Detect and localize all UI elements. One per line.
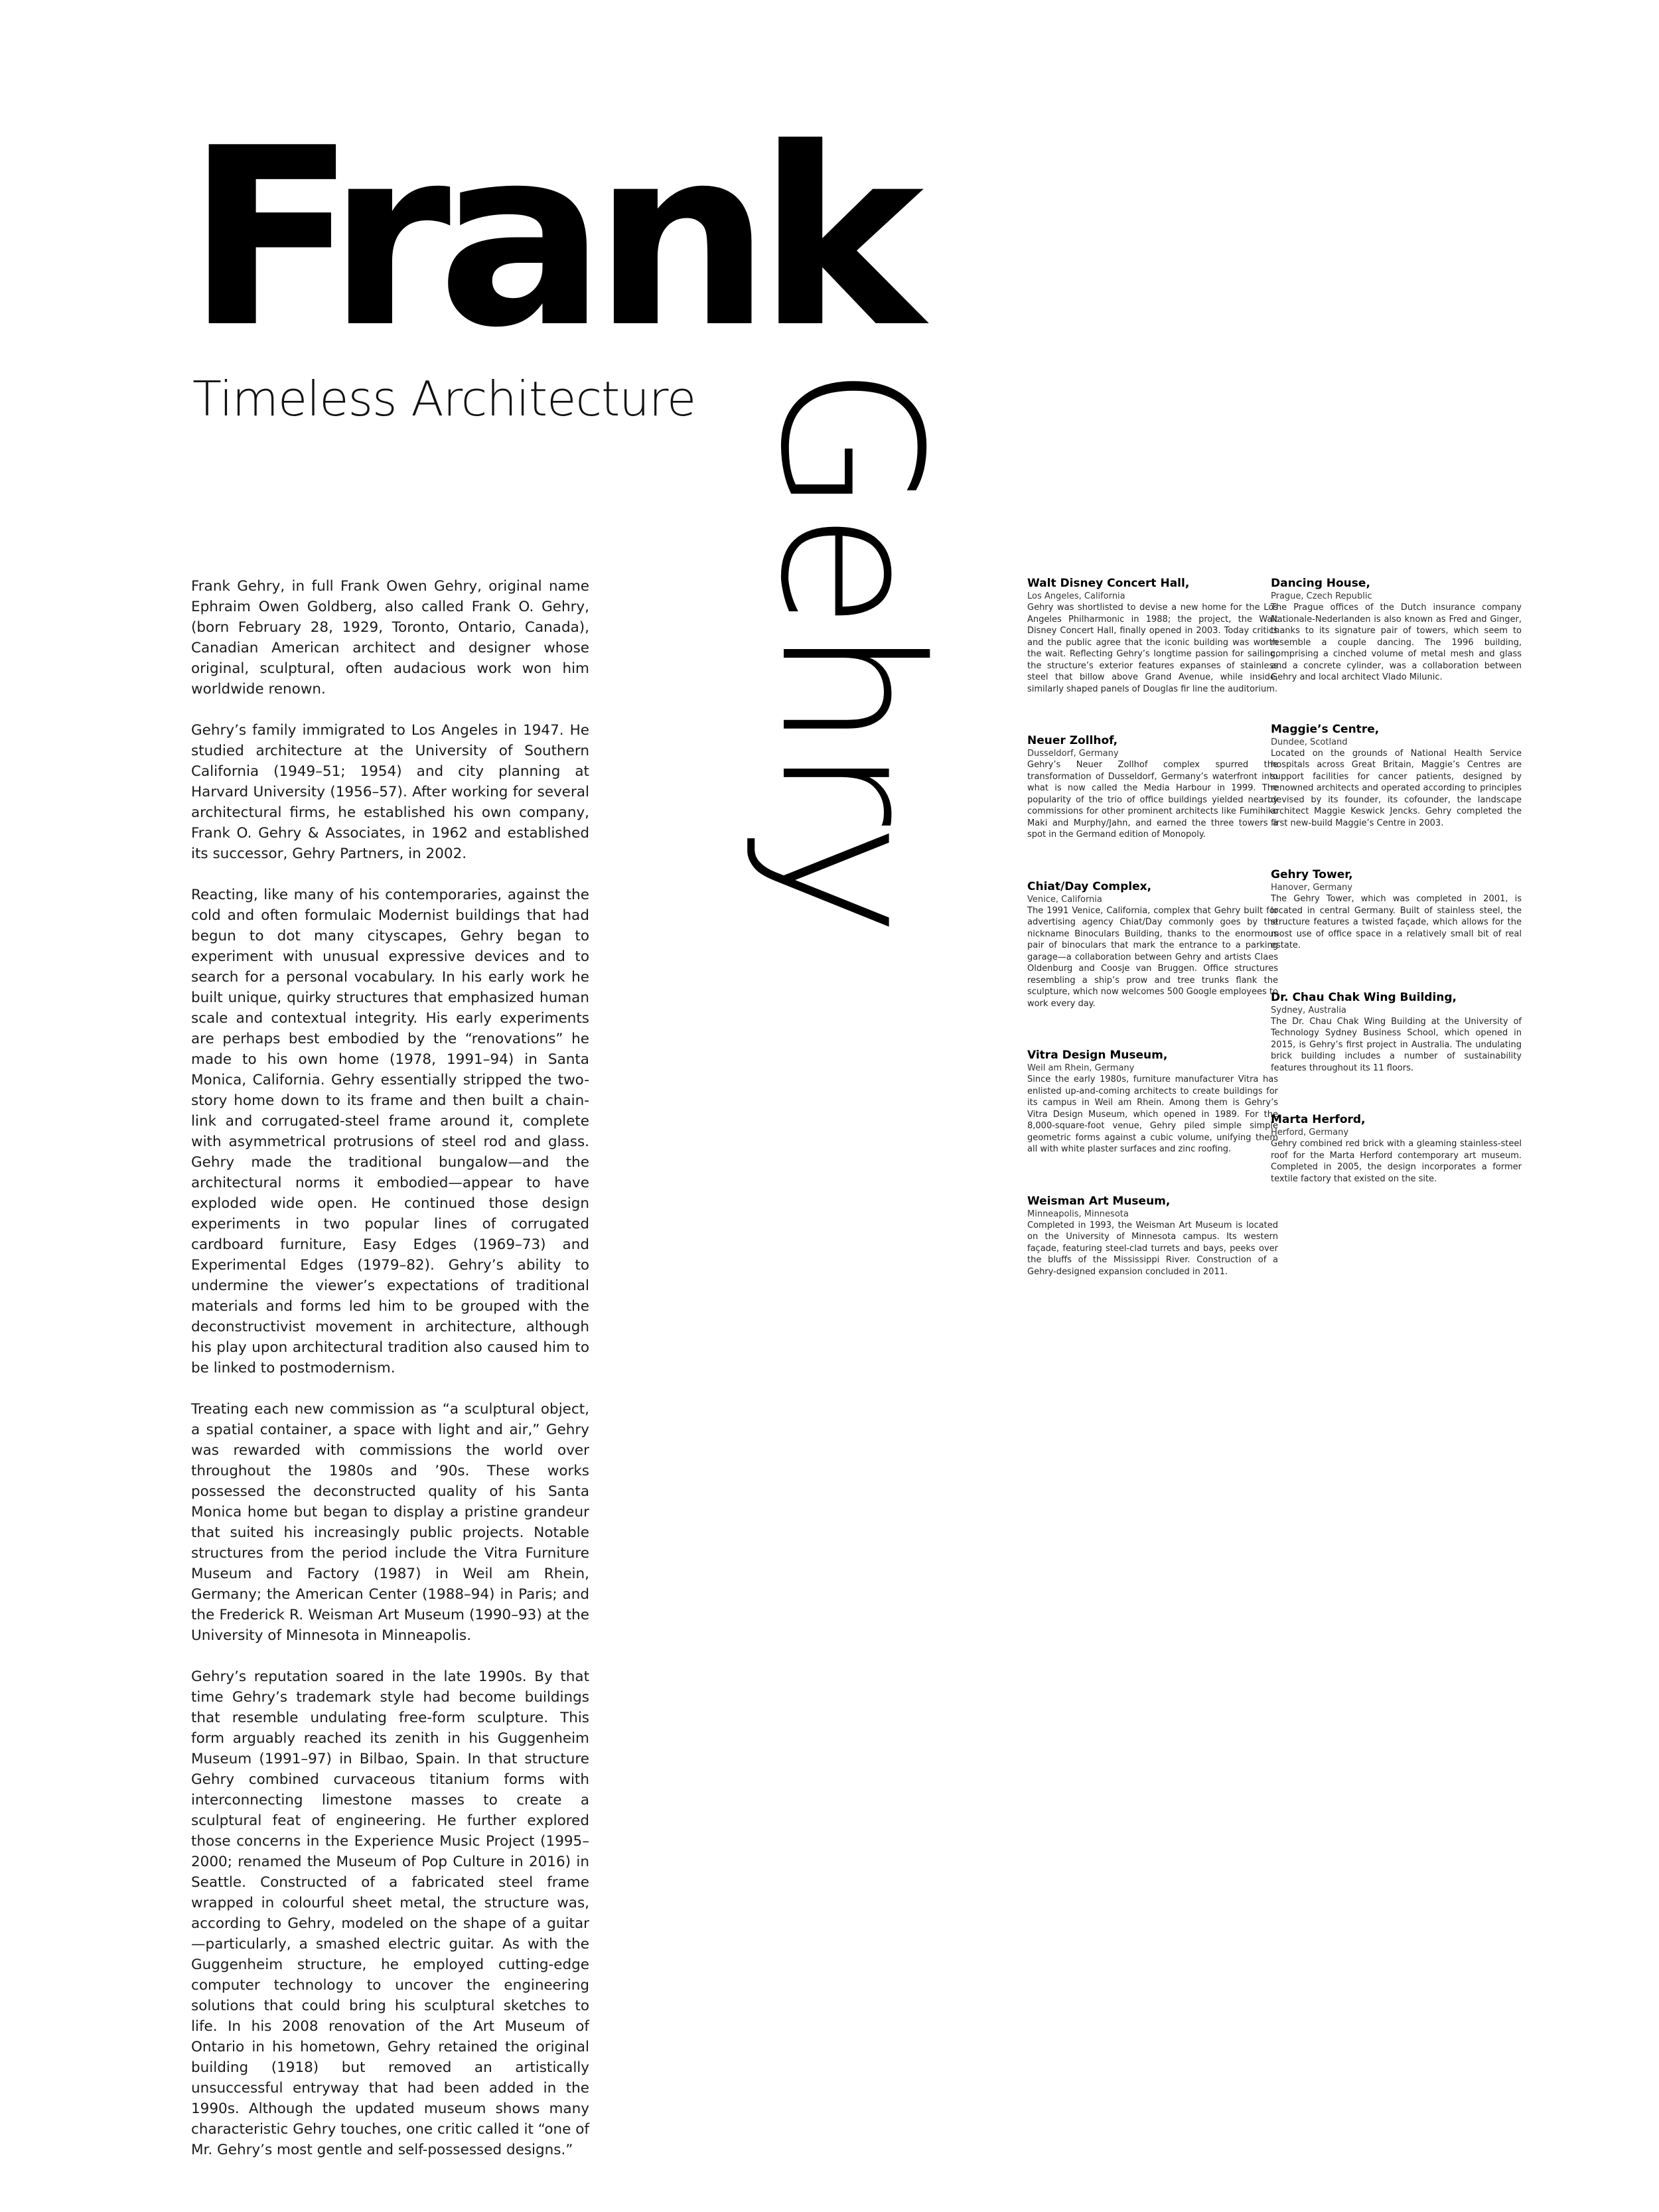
building-name: Walt Disney Concert Hall, xyxy=(1027,577,1190,590)
building-entry xyxy=(1027,576,1278,695)
building-location: Sydney, Australia xyxy=(1271,1005,1346,1015)
building-entry xyxy=(1271,867,1522,952)
building-name: Chiat/Day Complex, xyxy=(1027,879,1152,893)
subtitle: Timeless Architecture xyxy=(192,371,696,427)
building-description: Gehry was shortlisted to devise a new home for the Los Angeles Philharmonic in 1988; the project, the Walt Disney Concert Hall, finally opened in 2003. Today critics and the public agree that the iconic building was worth the wait. Reflecting Gehry’s longtime passion for sailing, the structure’s exterior features expanses of stainless steel that billow above Grand Avenue, while inside, similarly shaped panels of Douglas fir line the auditorium. xyxy=(1027,603,1278,694)
building-name: Weisman Art Museum, xyxy=(1027,1194,1171,1208)
building-entry xyxy=(1271,722,1522,830)
building-location: Dundee, Scotland xyxy=(1271,737,1348,747)
building-name: Neuer Zollhof, xyxy=(1027,734,1118,747)
title-first-name: Frank xyxy=(186,96,911,382)
building-location: Dusseldorf, Germany xyxy=(1027,749,1119,759)
building-entry xyxy=(1271,990,1522,1074)
buildings-column-right xyxy=(1271,576,1522,1223)
bio-paragraph: Treating each new commission as “a sculptural object, a spatial container, a space with light and air,” Gehry was rewarded with commissions the world over throughout the 1980s and ’90s. These works possessed the deconstructed quality of his Santa Monica home but began to display a pristine grandeur that suited his increasingly public projects. Notable structures from the period include the Vitra Furniture Museum and Factory (1987) in Weil am Rhein, Germany; the American Center (1988–94) in Paris; and the Frederick R. Weisman Art Museum (1990–93) at the University of Minnesota in Minneapolis. xyxy=(191,1401,589,1644)
biography xyxy=(191,576,589,2181)
building-description: Gehry’s Neuer Zollhof complex spurred the transformation of Dusseldorf, Germany’s waterfront into what is now called the Media Harbour in 1999. The popularity of the trio of office buildings yielded nearby commissions for other prominent architects like Fumihiko Maki and Murphy/Jahn, and earned the three towers a spot in the Germand edition of Monopoly. xyxy=(1027,760,1278,840)
building-name: Maggie’s Centre, xyxy=(1271,722,1380,736)
building-description: Gehry combined red brick with a gleaming stainless-steel roof for the Marta Herford contemporary art museum. Completed in 2005, the design incorporates a former textile factory that existed on the site. xyxy=(1271,1139,1522,1184)
building-description: The 1991 Venice, California, complex that Gehry built for advertising agency Chiat/Day commonly goes by the nickname Binoculars Building, thanks to the enormous pair of binoculars that mark the entrance to a parking garage—a collaboration between Gehry and artists Claes Oldenburg and Coosje van Bruggen. Office structures resembling a ship’s prow and tree trunks flank the sculpture, which now welcomes 500 Google employees to work every day. xyxy=(1027,905,1278,1009)
building-name: Dr. Chau Chak Wing Building, xyxy=(1271,990,1457,1004)
building-location: Prague, Czech Republic xyxy=(1271,591,1372,601)
building-location: Los Angeles, California xyxy=(1027,591,1125,601)
bio-paragraph: Frank Gehry, in full Frank Owen Gehry, original name Ephraim Owen Goldberg, also called Frank O. Gehry, (born February 28, 1929, Toronto, Ontario, Canada), Canadian American architect and designer whose original, sculptural, often audacious work won him worldwide renown. xyxy=(191,578,589,698)
building-description: Located on the grounds of National Health Service hospitals across Great Britain, Maggie’s Centres are support facilities for cancer patients, designed by renowned architects and operated according to principles devised by its founder, its cofounder, the landscape architect Maggie Keswick Jencks. Gehry completed the first new-build Maggie’s Centre in 2003. xyxy=(1271,748,1522,828)
building-location: Minneapolis, Minnesota xyxy=(1027,1209,1129,1219)
building-entry xyxy=(1027,1048,1278,1155)
building-entry xyxy=(1271,1112,1522,1185)
bio-paragraph: Reacting, like many of his contemporaries, against the cold and often formulaic Modernist buildings that had begun to dot many cityscapes, Gehry began to experiment with unusual expressive devices and to search for a personal vocabulary. In his early work he built unique, quirky structures that emphasized human scale and contextual integrity. His early experiments are perhaps best embodied by the “renovations” he made to his own home (1978, 1991–94) in Santa Monica, California. Gehry essentially stripped the two-story home down to its frame and then built a chain-link and corrugated-steel frame around it, complete with asymmetrical protrusions of steel rod and glass. Gehry made the traditional bungalow—and the architectural norms it embodied—appear to have exploded wide open. He continued those design experiments in two popular lines of corrugated cardboard furniture, Easy Edges (1969–73) and Experimental Edges (1979–82). Gehry’s ability to undermine the viewer’s expectations of traditional materials and forms led him to be grouped with the deconstructivist movement in architecture, although his play upon architectural tradition also caused him to be linked to postmodernism. xyxy=(191,887,589,1376)
building-location: Herford, Germany xyxy=(1271,1128,1349,1138)
building-name: Dancing House, xyxy=(1271,577,1370,590)
title-last-name: Gehry xyxy=(738,365,962,934)
building-name: Gehry Tower, xyxy=(1271,868,1353,881)
building-description: The Prague offices of the Dutch insurance company Nationale-Nederlanden is also known as Fred and Ginger, thanks to its signature pair of towers, which seem to resemble a couple dancing. The 1996 building, comprising a cinched volume of metal mesh and glass and a concrete cylinder, was a collaboration between Gehry and local architect Vlado Milunic. xyxy=(1271,603,1522,682)
buildings-column-left xyxy=(1027,576,1278,1316)
building-location: Weil am Rhein, Germany xyxy=(1027,1063,1135,1073)
building-entry xyxy=(1027,879,1278,1010)
building-name: Marta Herford, xyxy=(1271,1113,1366,1126)
building-entry xyxy=(1027,1194,1278,1278)
building-entry xyxy=(1271,576,1522,684)
building-location: Venice, California xyxy=(1027,894,1102,905)
building-name: Vitra Design Museum, xyxy=(1027,1049,1168,1062)
bio-paragraph: Gehry’s family immigrated to Los Angeles in 1947. He studied architecture at the University of Southern California (1949–51; 1954) and city planning at Harvard University (1956–57). After working for several architectural firms, he established his own company, Frank O. Gehry & Associates, in 1962 and established its successor, Gehry Partners, in 2002. xyxy=(191,722,589,862)
building-description: The Gehry Tower, which was completed in 2001, is located in central Germany. Built of stainless steel, the structure features a twisted façade, which allows for the most use of office space in a relatively small bit of real estate. xyxy=(1271,894,1522,950)
building-entry xyxy=(1027,733,1278,841)
building-description: The Dr. Chau Chak Wing Building at the University of Technology Sydney Business School, which opened in 2015, is Gehry’s first project in Australia. The undulating brick building includes a number of sustainability features throughout its 11 floors. xyxy=(1271,1016,1522,1073)
bio-paragraph: Gehry’s reputation soared in the late 1990s. By that time Gehry’s trademark style had become buildings that resemble undulating free-form sculpture. This form arguably reached its zenith in his Guggenheim Museum (1991–97) in Bilbao, Spain. In that structure Gehry combined curvaceous titanium forms with interconnecting limestone masses to create a sculptural feat of engineering. He further explored those concerns in the Experience Music Project (1995–2000; renamed the Museum of Pop Culture in 2016) in Seattle. Constructed of a fabricated steel frame wrapped in colourful sheet metal, the structure was, according to Gehry, modeled on the shape of a guitar—particularly, a smashed electric guitar. As with the Guggenheim structure, he employed cutting-edge computer technology to uncover the engineering solutions that could bring his sculptural sketches to life. In his 2008 renovation of the Art Museum of Ontario in his hometown, Gehry retained the original building (1918) but removed an artistically unsuccessful entryway that had been added in the 1990s. Although the updated museum shows many characteristic Gehry touches, one critic called it “one of Mr. Gehry’s most gentle and self-possessed designs.” xyxy=(191,1668,589,2158)
building-description: Since the early 1980s, furniture manufacturer Vitra has enlisted up-and-coming architects to create buildings for its campus in Weil am Rhein. Among them is Gehry’s Vitra Design Museum, which opened in 1989. For the 8,000-square-foot venue, Gehry piled simple simple geometric forms against a cubic volume, unifying them all with white plaster surfaces and zinc roofing. xyxy=(1027,1074,1278,1154)
building-location: Hanover, Germany xyxy=(1271,883,1352,893)
building-description: Completed in 1993, the Weisman Art Museum is located on the University of Minnesota campus. Its western façade, featuring steel-clad turrets and bays, peeks over the bluffs of the Mississippi River. Construction of a Gehry-designed expansion concluded in 2011. xyxy=(1027,1220,1278,1277)
